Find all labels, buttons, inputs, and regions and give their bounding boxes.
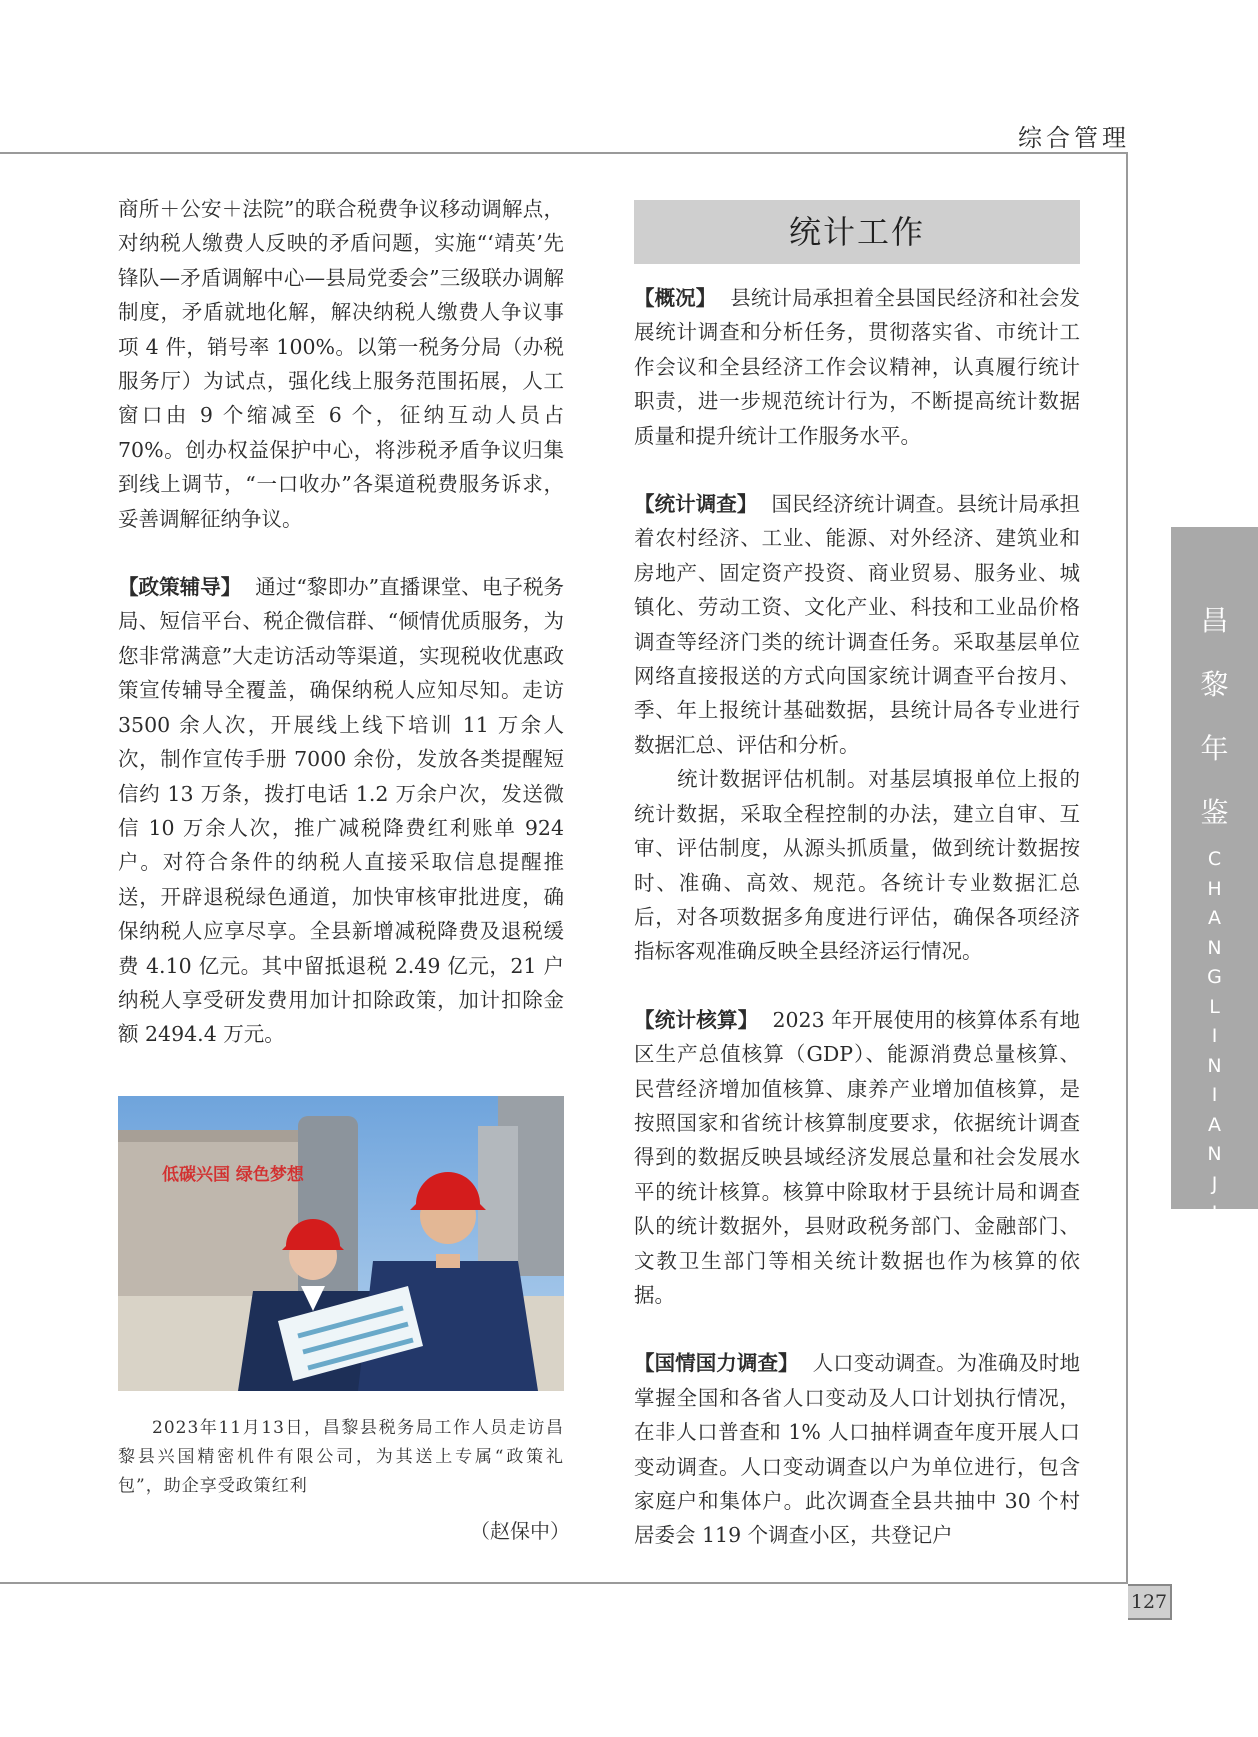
- photo-sign-text: 低碳兴国 绿色梦想: [162, 1165, 304, 1185]
- survey-paragraph: [634, 487, 1080, 762]
- side-letter: L: [1209, 995, 1220, 1018]
- accounting-paragraph: [634, 1003, 1080, 1313]
- frame-right-rule: [1126, 152, 1128, 1584]
- side-letter: H: [1207, 877, 1222, 900]
- side-letter: I: [1211, 1202, 1218, 1224]
- accounting-text: 2023 年开展使用的核算体系有地区生产总值核算（GDP）、能源消费总量核算、民营经济增加值核算、康养产业增加值核算，是按照国家和省统计核算制度要求，依据统计调查得到的数据反映县域经济发展总量和社会发展水平的统计核算。核算中除取材于县统计局和调查队的统计数据外，县财政税务部门、金融部门、文教卫生部门等相关统计数据也作为核算的依据。: [634, 1007, 1080, 1307]
- survey-heading: 【统计调查】: [634, 492, 758, 517]
- side-letter: C: [1207, 848, 1222, 870]
- side-letter: A: [1208, 1113, 1221, 1136]
- policy-paragraph: [118, 570, 564, 1052]
- overview-paragraph: [634, 281, 1080, 453]
- side-tab: [1171, 527, 1258, 1283]
- side-letter: I: [1211, 1025, 1218, 1047]
- section-label: 综合管理: [1018, 124, 1130, 152]
- page-number: 127: [1128, 1584, 1172, 1620]
- census-text: 人口变动调查。为准确及时地掌握全国和各省人口变动及人口计划执行情况，在非人口普查和 1% 人口抽样调查年度开展人口变动调查。人口变动调查以户为单位进行，包含家庭户和集体户。此次调查全县共抽中 30 个村居委会 119 个调查小区，共登记户: [634, 1351, 1081, 1548]
- frame-top-rule: [0, 152, 1128, 154]
- side-letter: J: [1211, 1172, 1218, 1195]
- news-photo: [118, 1096, 564, 1391]
- left-column: [118, 192, 564, 1052]
- side-char: 昌: [1200, 604, 1229, 637]
- author: （赵保中）: [470, 1519, 570, 1543]
- side-tab-latin: [1171, 845, 1258, 1288]
- census-heading: 【国情国力调查】: [634, 1351, 799, 1376]
- census-paragraph: [634, 1346, 1080, 1552]
- side-letter: N: [1207, 936, 1222, 959]
- side-letter: A: [1208, 1231, 1221, 1254]
- side-letter: N: [1207, 1143, 1222, 1165]
- frame-bottom-rule: [0, 1582, 1128, 1584]
- overview-text: 县统计局承担着全县国民经济和社会发展统计调查和分析任务，贯彻落实省、市统计工作会议和全县经济工作会议精神，认真履行统计职责，进一步规范统计行为，不断提高统计数据质量和提升统计工作服务水平。: [634, 286, 1081, 448]
- photo-caption: 2023年11月13日，昌黎县税务局工作人员走访昌黎县兴国精密机件有限公司，为其送上专属“政策礼包”，助企享受政策红利: [118, 1418, 564, 1496]
- left-paragraph-1: 商所＋公安＋法院”的联合税费争议移动调解点，对纳税人缴费人反映的矛盾问题，实施“‘靖英’先锋队—矛盾调解中心—县局党委会”三级联办调解制度，矛盾就地化解，解决纳税人缴费人争议事项 4 件，销号率 100%。以第一税务分局（办税服务厅）为试点，强化线上服务范围拓展，人工窗口由 9 个缩减至 6 个，征纳互动人员占 70%。创办权益保护中心，将涉税矛盾争议归集到线上调节，“一口收办”各渠道税费服务诉求，妥善调解征纳争议。: [118, 197, 564, 531]
- side-letter: I: [1211, 1084, 1218, 1106]
- side-letter: A: [1208, 907, 1221, 929]
- side-char: 年: [1200, 732, 1229, 765]
- accounting-heading: 【统计核算】: [634, 1007, 759, 1032]
- side-letter: G: [1207, 966, 1222, 988]
- right-column: [634, 281, 1080, 1553]
- side-char: 黎: [1200, 668, 1229, 701]
- side-tab-chinese: [1171, 589, 1258, 845]
- overview-heading: 【概况】: [634, 286, 717, 310]
- side-letter: N: [1207, 1261, 1222, 1283]
- section-title: 统计工作: [634, 200, 1080, 264]
- side-letter: N: [1207, 1054, 1222, 1077]
- side-char: 鉴: [1200, 796, 1229, 829]
- survey-text: 国民经济统计调查。县统计局承担着农村经济、工业、能源、对外经济、建筑业和房地产、固定资产投资、商业贸易、服务业、城镇化、劳动工资、文化产业、科技和工业品价格调查等经济门类的统计调查任务。采取基层单位网络直接报送的方式向国家统计调查平台按月、季、年上报统计基础数据，县统计局各专业进行数据汇总、评估和分析。: [634, 492, 1081, 757]
- policy-text: 通过“黎即办”直播课堂、电子税务局、短信平台、税企微信群、“倾情优质服务，为您非常满意”大走访活动等渠道，实现税收优惠政策宣传辅导全覆盖，确保纳税人应知尽知。走访 3500 余人次，开展线上线下培训 11 万余人次，制作宣传手册 7000 余份，发放各类提醒短信约 13 万条，拨打电话 1.2 万余户次，发送微信 10 万余人次，推广减税降费红利账单 924 户。对符合条件的纳税人直接采取信息提醒推送，开辟退税绿色通道，加快审核审批进度，确保纳税人应享尽享。全县新增减税降费及退税缓费 4.10 亿元。其中留抵退税 2.49 亿元，21 户纳税人享受研发费用加计扣除政策，加计扣除金额 2494.4 万元。: [118, 575, 564, 1047]
- policy-heading: 【政策辅导】: [118, 575, 242, 600]
- eval-paragraph: 统计数据评估机制。对基层填报单位上报的统计数据，采取全程控制的办法，建立自审、互审、评估制度，从源头抓质量，做到统计数据按时、准确、高效、规范。各统计专业数据汇总后，对各项数据多角度进行评估，确保各项经济指标客观准确反映全县经济运行情况。: [634, 767, 1080, 964]
